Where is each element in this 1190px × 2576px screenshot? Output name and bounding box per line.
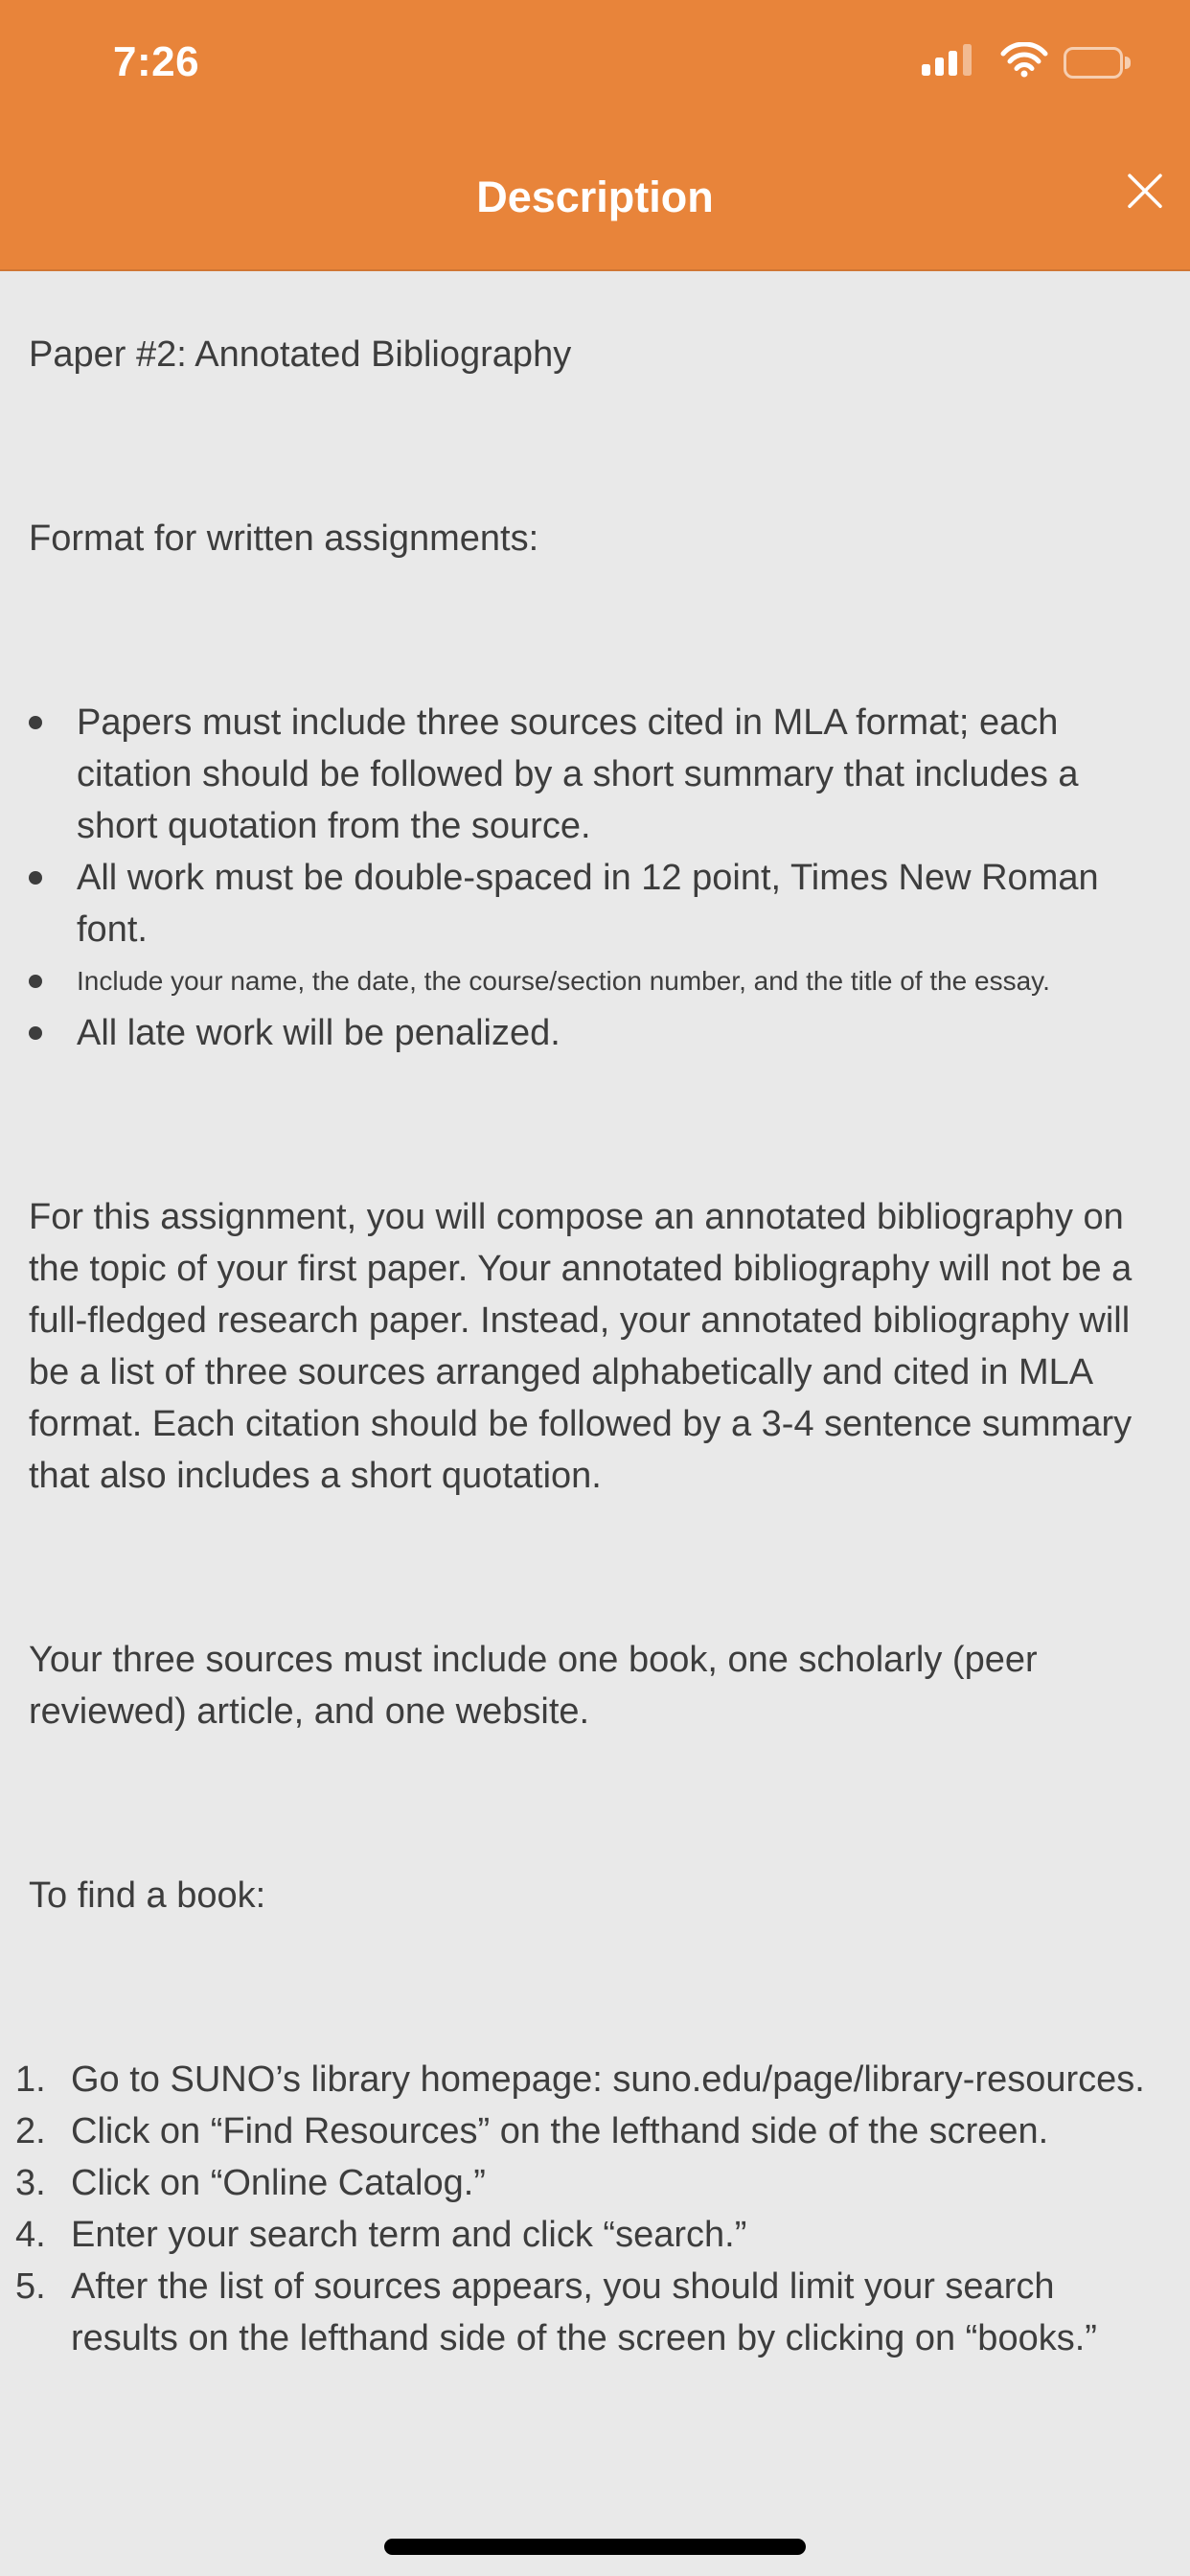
list-item: Include your name, the date, the course/section number, and the title of the essay. bbox=[29, 955, 1165, 1007]
list-item: All work must be double-spaced in 12 point, Times New Roman font. bbox=[29, 852, 1165, 955]
assignment-paragraph: For this assignment, you will compose an annotated bibliography on the topic of your first paper. Your annotated bibliography will not be a full-fledged research paper. Instead, your annotated bibliography will be a list of three sources arranged alphabetically and cited in MLA format. Each citation should be followed by a 3-4 sentence summary that also includes a short quotation. bbox=[29, 1197, 1133, 1496]
list-item: Go to SUNO’s library homepage: suno.edu/page/library-resources. bbox=[71, 2059, 1145, 2100]
description-content[interactable] bbox=[0, 271, 1190, 2576]
find-book-heading-text: To find a book: bbox=[29, 1875, 266, 1916]
battery-icon bbox=[1064, 47, 1131, 79]
status-time: 7:26 bbox=[113, 38, 200, 85]
sources-paragraph: Your three sources must include one book, one scholarly (peer reviewed) article, and one website. bbox=[29, 1640, 1038, 1732]
nav-bar bbox=[0, 96, 1190, 271]
list-item: Enter your search term and click “search.” bbox=[71, 2215, 747, 2255]
cellular-signal-icon bbox=[922, 44, 985, 80]
close-icon bbox=[1124, 170, 1166, 215]
wifi-icon bbox=[1000, 42, 1048, 82]
assignment-title-text: Paper #2: Annotated Bibliography bbox=[29, 334, 572, 375]
format-bullet-list bbox=[29, 697, 1165, 1059]
page-title: Description bbox=[476, 172, 714, 221]
list-item: Click on “Find Resources” on the lefthand side of the screen. bbox=[71, 2111, 1049, 2151]
app-header bbox=[0, 0, 1190, 271]
list-item: Papers must include three sources cited in MLA format; each citation should be followed by a short summary that includes a short quotation from the source. bbox=[29, 697, 1165, 852]
status-icons bbox=[922, 42, 1131, 82]
status-bar bbox=[0, 0, 1190, 96]
list-item: All late work will be penalized. bbox=[29, 1007, 1165, 1059]
find-book-step-list bbox=[29, 2054, 1165, 2364]
close-button[interactable] bbox=[1113, 161, 1177, 224]
list-item: After the list of sources appears, you should limit your search results on the lefthand side of the screen by clicking on “books.” bbox=[71, 2266, 1097, 2358]
format-heading-text: Format for written assignments: bbox=[29, 518, 539, 559]
home-indicator[interactable] bbox=[384, 2539, 806, 2555]
list-item: Click on “Online Catalog.” bbox=[71, 2163, 486, 2203]
